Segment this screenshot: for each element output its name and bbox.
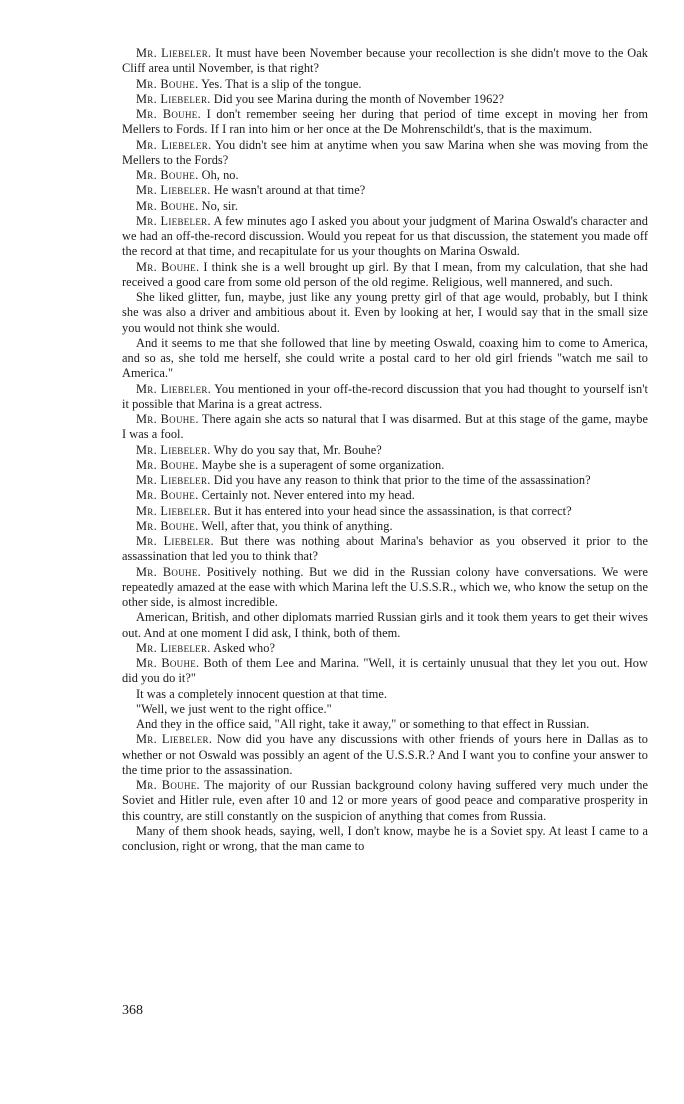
paragraph-text: Asked who? bbox=[210, 640, 275, 655]
transcript-paragraph bbox=[122, 504, 648, 519]
speaker-name: Mr. Liebeler. bbox=[136, 381, 212, 396]
speaker-name: Mr. Liebeler. bbox=[136, 473, 211, 487]
paragraph-text: Did you have any reason to think that prior to the time of the assassination? bbox=[210, 473, 591, 487]
paragraph-text: Positively nothing. But we did in the Russian colony have conversations. We were repeatedly amazed at the ease with which Marina left the U.S.S.R., which we, who know the setup on the other side, is almost incredible. bbox=[122, 564, 648, 609]
transcript-paragraph bbox=[122, 824, 648, 855]
transcript-paragraph bbox=[122, 214, 648, 260]
speaker-name: Mr. Liebeler. bbox=[136, 503, 211, 518]
paragraph-text: You didn't see him at anytime when you saw Marina when she was moving from the Mellers to the Fords? bbox=[122, 137, 648, 167]
speaker-name: Mr. Bouhe. bbox=[136, 259, 200, 274]
paragraph-text: Certainly not. Never entered into my head. bbox=[198, 488, 415, 503]
speaker-name: Mr. Liebeler. bbox=[136, 213, 211, 228]
speaker-name: Mr. Bouhe. bbox=[136, 488, 199, 503]
paragraph-text: And it seems to me that she followed that line by meeting Oswald, coaxing him to come to America, and so as, she told me herself, she could write a postal card to her old girl friends "watch me sail to America." bbox=[122, 335, 648, 381]
paragraph-text: She liked glitter, fun, maybe, just like any young pretty girl of that age would, probably, but I think she was also a driver and ambitious about it. Even by looking at her, I would say that in the small size you would not think she would. bbox=[122, 290, 648, 335]
page-number: 368 bbox=[122, 1003, 143, 1018]
transcript-paragraph bbox=[122, 168, 648, 183]
paragraph-text: The majority of our Russian background colony having suffered very much under the Soviet and Hitler rule, even after 10 and 12 or more years of good peace and comparative prosperity in this country, are still constantly on the suspicion of anything that comes from Russia. bbox=[122, 778, 648, 823]
transcript-body bbox=[122, 46, 648, 854]
speaker-name: Mr. Liebeler. bbox=[136, 183, 211, 198]
transcript-paragraph bbox=[122, 473, 648, 488]
paragraph-text: It must have been November because your recollection is she didn't move to the Oak Cliff area until November, is that right? bbox=[122, 46, 648, 76]
transcript-paragraph bbox=[122, 260, 648, 291]
paragraph-text: There again she acts so natural that I was disarmed. But at this stage of the game, maybe I was a fool. bbox=[122, 412, 649, 442]
transcript-paragraph bbox=[122, 717, 648, 732]
transcript-paragraph bbox=[122, 382, 648, 413]
paragraph-text: Why do you say that, Mr. Bouhe? bbox=[210, 442, 382, 457]
speaker-name: Mr. Liebeler. bbox=[136, 91, 211, 106]
speaker-name: Mr. Bouhe. bbox=[136, 564, 202, 579]
transcript-paragraph bbox=[122, 92, 648, 107]
transcript-paragraph bbox=[122, 702, 648, 717]
speaker-name: Mr. Bouhe. bbox=[136, 107, 201, 121]
paragraph-text: He wasn't around at that time? bbox=[210, 183, 366, 198]
transcript-paragraph bbox=[122, 565, 648, 611]
paragraph-text: No, sir. bbox=[198, 198, 239, 213]
speaker-name: Mr. Liebeler. bbox=[136, 534, 214, 548]
paragraph-text: Yes. That is a slip of the tongue. bbox=[198, 76, 362, 91]
transcript-paragraph bbox=[122, 183, 648, 198]
transcript-paragraph bbox=[122, 290, 648, 336]
transcript-paragraph bbox=[122, 488, 648, 503]
speaker-name: Mr. Bouhe. bbox=[136, 457, 199, 472]
paragraph-text: It was a completely innocent question at that time. bbox=[136, 686, 388, 701]
transcript-paragraph bbox=[122, 778, 648, 824]
speaker-name: Mr. Bouhe. bbox=[136, 656, 200, 670]
transcript-paragraph bbox=[122, 641, 648, 656]
paragraph-text: Now did you have any discussions with other friends of yours here in Dallas as to whether or not Oswald was possibly an agent of the U.S.S.R.? And I want you to confine your answer to the time prior to the assassination. bbox=[122, 732, 649, 777]
paragraph-text: American, British, and other diplomats married Russian girls and it took them years to get their wives out. And at one moment I did ask, I think, both of them. bbox=[122, 610, 648, 640]
transcript-paragraph bbox=[122, 107, 648, 138]
transcript-paragraph bbox=[122, 199, 648, 214]
transcript-paragraph bbox=[122, 138, 648, 169]
speaker-name: Mr. Bouhe. bbox=[136, 76, 199, 91]
paragraph-text: Many of them shook heads, saying, well, I don't know, maybe he is a Soviet spy. At least I came to a conclusion, right or wrong, that the man came to bbox=[122, 823, 648, 853]
speaker-name: Mr. Liebeler. bbox=[136, 46, 212, 60]
transcript-paragraph bbox=[122, 656, 648, 687]
transcript-paragraph bbox=[122, 534, 648, 565]
transcript-paragraph bbox=[122, 46, 648, 77]
transcript-paragraph bbox=[122, 458, 648, 473]
paragraph-text: Maybe she is a superagent of some organization. bbox=[198, 457, 445, 472]
paragraph-text: Both of them Lee and Marina. "Well, it is certainly unusual that they let you out. How did you do it?" bbox=[122, 656, 648, 686]
speaker-name: Mr. Bouhe. bbox=[136, 198, 199, 213]
transcript-paragraph bbox=[122, 519, 648, 534]
transcript-paragraph bbox=[122, 412, 648, 443]
paragraph-text: Oh, no. bbox=[198, 168, 239, 182]
paragraph-text: Well, after that, you think of anything. bbox=[198, 518, 393, 533]
speaker-name: Mr. Liebeler. bbox=[136, 137, 212, 152]
paragraph-text: But it has entered into your head since the assassination, is that correct? bbox=[210, 503, 572, 518]
paragraph-text: "Well, we just went to the right office." bbox=[136, 701, 332, 716]
transcript-paragraph bbox=[122, 336, 648, 382]
speaker-name: Mr. Bouhe. bbox=[136, 518, 199, 533]
paragraph-text: You mentioned in your off-the-record discussion that you had thought to yourself isn't it possible that Marina is a great actress. bbox=[122, 381, 649, 411]
speaker-name: Mr. Bouhe. bbox=[136, 412, 199, 426]
transcript-paragraph bbox=[122, 610, 648, 641]
speaker-name: Mr. Bouhe. bbox=[136, 778, 200, 792]
transcript-paragraph bbox=[122, 443, 648, 458]
speaker-name: Mr. Bouhe. bbox=[136, 168, 199, 182]
speaker-name: Mr. Liebeler. bbox=[136, 732, 213, 747]
transcript-paragraph bbox=[122, 732, 648, 778]
transcript-paragraph bbox=[122, 687, 648, 702]
speaker-name: Mr. Liebeler. bbox=[136, 442, 211, 457]
speaker-name: Mr. Liebeler. bbox=[136, 640, 211, 655]
paragraph-text: And they in the office said, "All right, take it away," or something to that effect in Russian. bbox=[136, 717, 590, 731]
paragraph-text: I don't remember seeing her during that period of time except in moving her from Mellers to Fords. If I ran into him or her once at the De Mohrenschildt's, that is the maximum. bbox=[122, 107, 648, 137]
paragraph-text: I think she is a well brought up girl. By that I mean, from my calculation, that she had received a good care from some old person of the old regime. Religious, well mannered, and such. bbox=[122, 259, 649, 289]
paragraph-text: A few minutes ago I asked you about your judgment of Marina Oswald's character and we had an off-the-record discussion. Would you repeat for us that discussion, the statement you made off the record at that time, and recapitulate for us your thoughts on Marina Oswald. bbox=[122, 213, 648, 259]
paragraph-text: But there was nothing about Marina's behavior as you observed it prior to the assassination that led you to think that? bbox=[122, 534, 649, 564]
paragraph-text: Did you see Marina during the month of November 1962? bbox=[210, 91, 505, 106]
transcript-paragraph bbox=[122, 77, 648, 92]
